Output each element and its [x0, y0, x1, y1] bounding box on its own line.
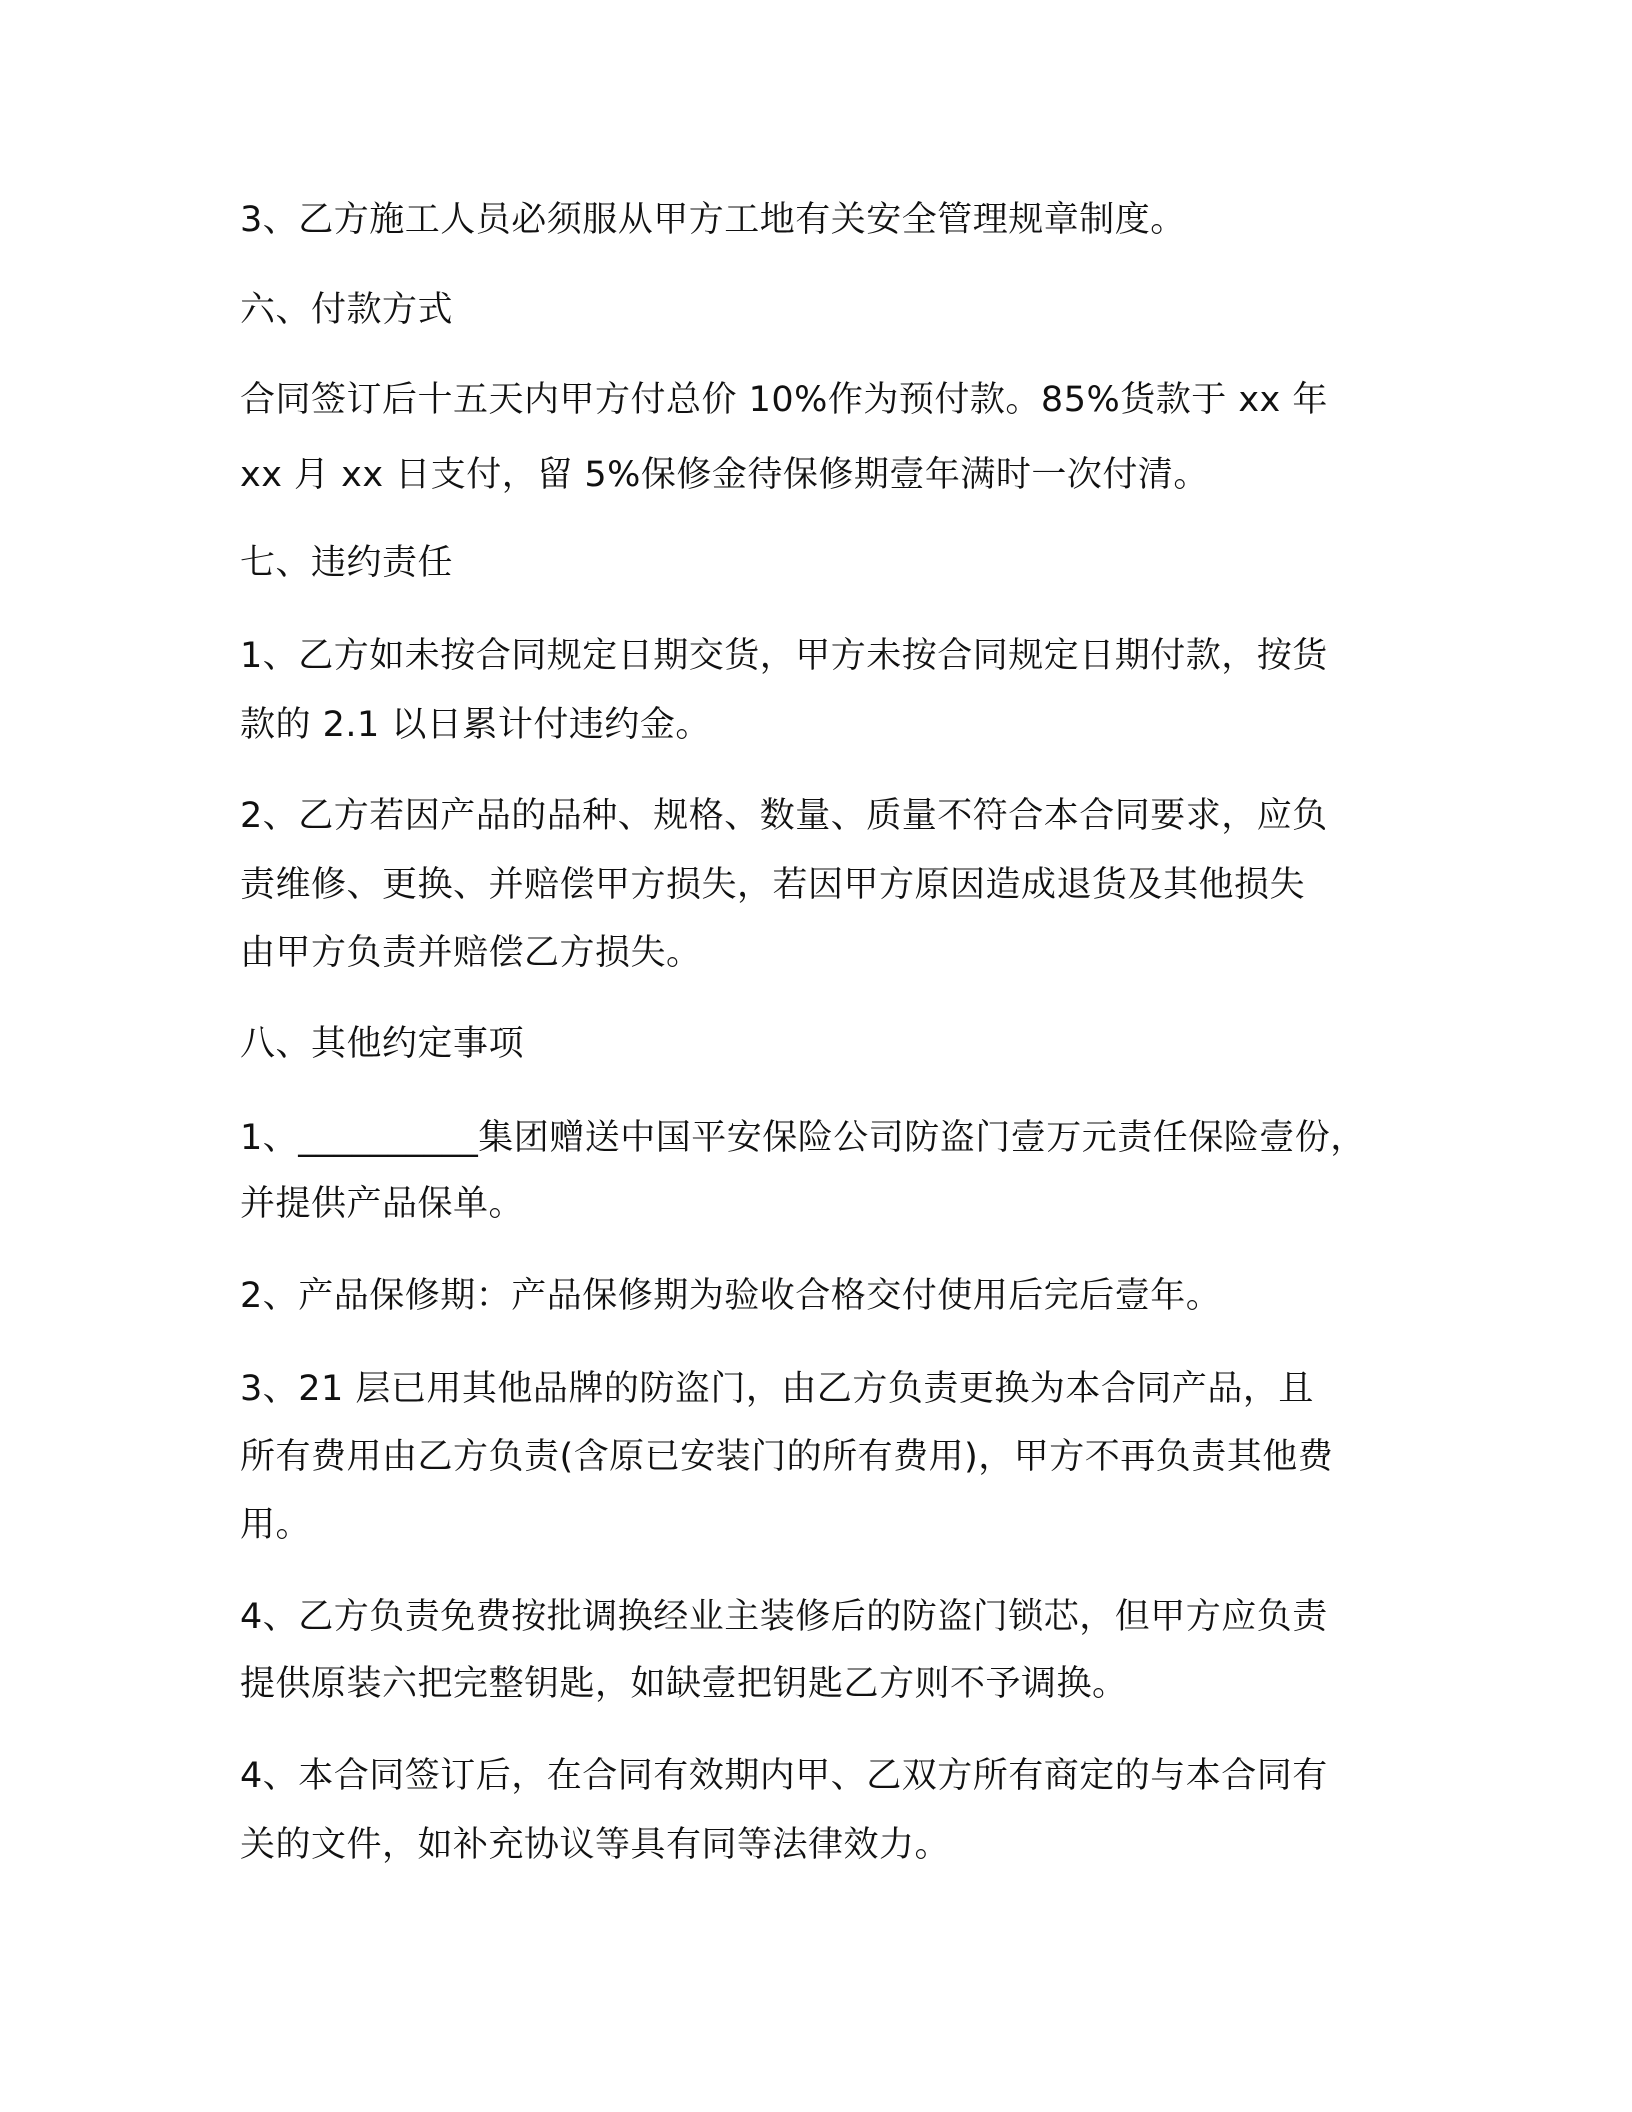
- payment-line-2: xx 月 xx 日支付，留 5%保修金待保修期壹年满时一次付清。: [240, 455, 1209, 495]
- payment-line-1: 合同签订后十五天内甲方付总价 10%作为预付款。85%货款于 xx 年: [240, 380, 1328, 420]
- other-clause-4-line-1: 4、乙方负责免费按批调换经业主装修后的防盗门锁芯，但甲方应负责: [240, 1597, 1328, 1637]
- other-clause-3-line-3: 用。: [240, 1505, 312, 1545]
- other-clause-3-line-2: 所有费用由乙方负责(含原已安装门的所有费用)，甲方不再负责其他费: [240, 1437, 1334, 1477]
- other-clause-3-line-1: 3、21 层已用其他品牌的防盗门，由乙方负责更换为本合同产品，且: [240, 1369, 1314, 1409]
- breach-clause-1-line-2: 款的 2.1 以日累计付违约金。: [240, 705, 711, 745]
- breach-clause-2-line-1: 2、乙方若因产品的品种、规格、数量、质量不符合本合同要求，应负: [240, 796, 1328, 836]
- other-clause-2-warranty: 2、产品保修期：产品保修期为验收合格交付使用后完后壹年。: [240, 1276, 1222, 1316]
- section-7-heading: 七、违约责任: [240, 543, 454, 583]
- other-clause-4-line-2: 提供原装六把完整钥匙，如缺壹把钥匙乙方则不予调换。: [240, 1664, 1128, 1704]
- other-clause-4b-line-2: 关的文件，如补充协议等具有同等法律效力。: [240, 1825, 951, 1865]
- breach-clause-2-line-2: 责维修、更换、并赔偿甲方损失，若因甲方原因造成退货及其他损失: [240, 865, 1306, 905]
- other-clause-1-line-2: 并提供产品保单。: [240, 1184, 525, 1224]
- other-clause-1-line-1: 1、__________集团赠送中国平安保险公司防盗门壹万元责任保险壹份，: [240, 1118, 1366, 1158]
- section-6-heading: 六、付款方式: [240, 290, 454, 330]
- breach-clause-1-line-1: 1、乙方如未按合同规定日期交货，甲方未按合同规定日期付款，按货: [240, 636, 1328, 676]
- section-8-heading: 八、其他约定事项: [240, 1024, 525, 1064]
- breach-clause-2-line-3: 由甲方负责并赔偿乙方损失。: [240, 933, 702, 973]
- clause-3-safety-rules: 3、乙方施工人员必须服从甲方工地有关安全管理规章制度。: [240, 200, 1186, 240]
- other-clause-4b-line-1: 4、本合同签订后，在合同有效期内甲、乙双方所有商定的与本合同有: [240, 1756, 1328, 1796]
